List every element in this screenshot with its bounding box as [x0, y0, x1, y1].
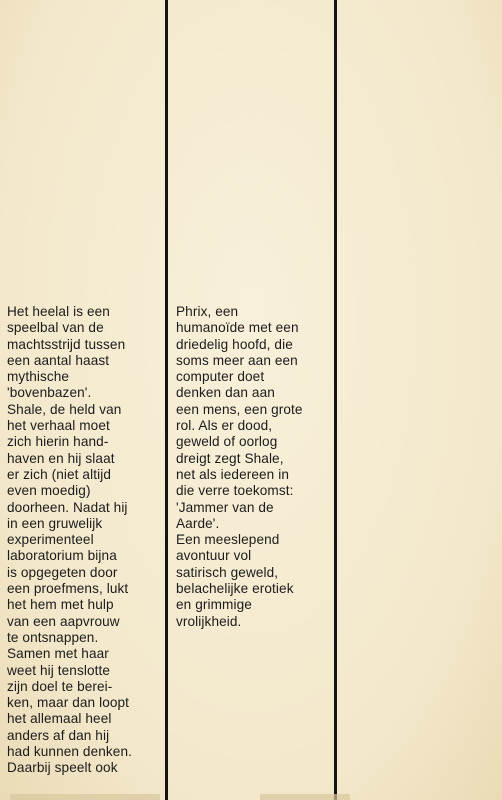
blurb-line: denken dan aan — [176, 385, 275, 401]
blurb-line: een mens, een grote — [176, 401, 303, 417]
vertical-rule-left — [165, 0, 168, 800]
blurb-line: Aarde'. — [176, 515, 220, 531]
blurb-line: er zich (niet altijd — [7, 466, 111, 482]
blurb-line: net als iedereen in — [176, 466, 289, 482]
blurb-line: een proefmens, lukt — [7, 581, 129, 597]
paper-wear-mark — [10, 794, 160, 800]
blurb-line: soms meer aan een — [176, 352, 298, 368]
blurb-line: en grimmige — [176, 597, 252, 613]
blurb-line: belachelijke erotiek — [176, 581, 294, 597]
paper-wear-mark — [260, 794, 350, 800]
blurb-line: even moedig) — [7, 483, 91, 499]
blurb-line: avontuur vol — [176, 548, 252, 564]
blurb-line: had kunnen denken. — [7, 744, 133, 760]
blurb-line: haven en hij slaat — [7, 450, 115, 466]
blurb-line: van een aapvrouw — [7, 613, 120, 629]
blurb-line: Phrix, een — [176, 304, 239, 319]
blurb-line: die verre toekomst: — [176, 483, 294, 499]
blurb-line: in een gruwelijk — [7, 515, 103, 531]
blurb-line: experimenteel — [7, 532, 94, 548]
blurb-line: te ontsnappen. — [7, 629, 99, 645]
blurb-line: zijn doel te berei- — [7, 678, 113, 694]
blurb-line: doorheen. Nadat hij — [7, 499, 128, 515]
blurb-line: weet hij tenslotte — [7, 662, 111, 678]
blurb-line: dreigt zegt Shale, — [176, 450, 284, 466]
blurb-line: Het heelal is een — [7, 304, 110, 319]
vertical-rule-right — [334, 0, 337, 800]
blurb-line: humanoïde met een — [176, 320, 299, 336]
blurb-line: het verhaal moet — [7, 418, 110, 434]
blurb-line: machtsstrijd tussen — [7, 336, 126, 352]
blurb-line: geweld of oorlog — [176, 434, 278, 450]
blurb-line: een aantal haast — [7, 352, 110, 368]
blurb-line: vrolijkheid. — [176, 613, 242, 629]
blurb-line: satirisch geweld, — [176, 564, 279, 580]
blurb-line: het hem met hulp — [7, 597, 114, 613]
blurb-column-middle — [176, 304, 303, 630]
blurb-line: laboratorium bijna — [7, 548, 117, 564]
blurb-line: is opgegeten door — [7, 564, 118, 580]
blurb-line: zich hierin hand- — [7, 434, 109, 450]
blurb-line: speelbal van de — [7, 320, 104, 336]
blurb-line: 'bovenbazen'. — [7, 385, 92, 401]
blurb-line: Een meeslepend — [176, 532, 280, 548]
blurb-line: Samen met haar — [7, 646, 109, 662]
blurb-line: 'Jammer van de — [176, 499, 274, 515]
blurb-column-left — [7, 304, 132, 777]
blurb-line: het allemaal heel — [7, 711, 112, 727]
blurb-line: computer doet — [176, 369, 265, 385]
blurb-line: anders af dan hij — [7, 727, 110, 743]
blurb-line: Daarbij speelt ook — [7, 760, 118, 776]
blurb-line: rol. Als er dood, — [176, 418, 273, 434]
blurb-line: mythische — [7, 369, 70, 385]
blurb-line: Shale, de held van — [7, 401, 122, 417]
blurb-line: driedelig hoofd, die — [176, 336, 293, 352]
blurb-line: ken, maar dan loopt — [7, 695, 130, 711]
